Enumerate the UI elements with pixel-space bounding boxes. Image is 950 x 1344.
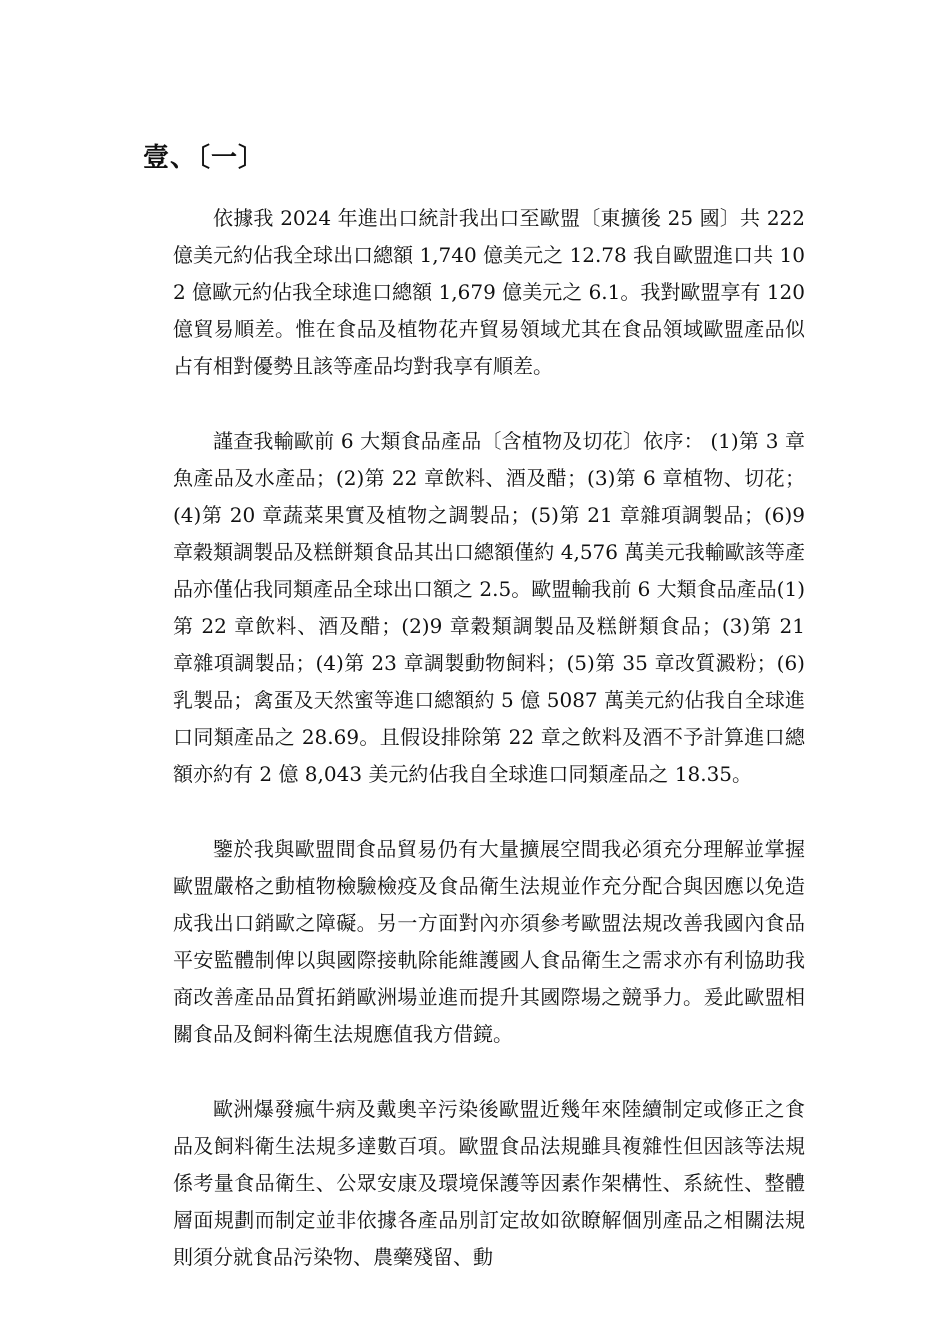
paragraph-regulation-need: 鑒於我與歐盟間食品貿易仍有大量擴展空間我必須充分理解並掌握歐盟嚴格之動植物檢驗檢疫及食品衛生法規並作充分配合與因應以免造成我出口銷歐之障礙。另一方面對內亦須參考歐盟法規改善我國內食品平安監體制俾以與國際接軌除能維護國人食品衛生之需求亦有利協助我商改善產品品質拓銷歐洲場並進而提升其國際場之競爭力。爰此歐盟相關食品及飼料衛生法規應值我方借鏡。 xyxy=(173,837,805,1046)
paragraph-eu-regulations: 歐洲爆發瘋牛病及戴奧辛污染後歐盟近幾年來陸續制定或修正之食品及飼料衛生法規多達數百項。歐盟食品法規雖具複雜性但因該等法規係考量食品衛生、公眾安康及環境保護等因素作架構性、系統性、整體層面規劃而制定並非依據各產品別訂定故如欲瞭解個別產品之相關法規則須分就食品污染物、農藥殘留、動 xyxy=(173,1097,805,1269)
paragraph-trade-overview: 依據我 2024 年進出口統計我出口至歐盟〔東擴後 25 國〕共 222 億美元約佔我全球出口總額 1,740 億美元之 12.78 我自歐盟進口共 102 億歐元約佔我全球進口總額 1,679 億美元之 6.1。我對歐盟享有 120 億貿易順差。惟在食品及植物花卉貿易領域尤其在食品領域歐盟產品似占有相對優勢且該等產品均對我享有順差。 xyxy=(173,206,805,378)
section-heading: 壹、〔一〕 xyxy=(143,143,266,173)
paragraph-food-categories: 謹查我輸歐前 6 大類食品產品〔含植物及切花〕依序： (1)第 3 章魚產品及水產品；(2)第 22 章飲料、酒及醋；(3)第 6 章植物、切花；(4)第 20 章蔬菜果實及植物之調製品；(5)第 21 章雜項調製品；(6)9 章穀類調製品及糕餅類食品其出口總額僅約 4,576 萬美元我輸歐該等產品亦僅佔我同類產品全球出口額之 2.5。歐盟輸我前 6 大類食品產品(1)第 22 章飲料、酒及醋；(2)9 章穀類調製品及糕餅類食品；(3)第 21 章雜項調製品；(4)第 23 章調製動物飼料；(5)第 35 章改質澱粉；(6)乳製品；禽蛋及天然蜜等進口總額約 5 億 5087 萬美元約佔我自全球進口同類產品之 28.69。且假设排除第 22 章之飲料及酒不予計算進口總額亦約有 2 億 8,043 美元約佔我自全球進口同類產品之 18.35。 xyxy=(173,429,805,786)
body-text xyxy=(173,200,805,1314)
